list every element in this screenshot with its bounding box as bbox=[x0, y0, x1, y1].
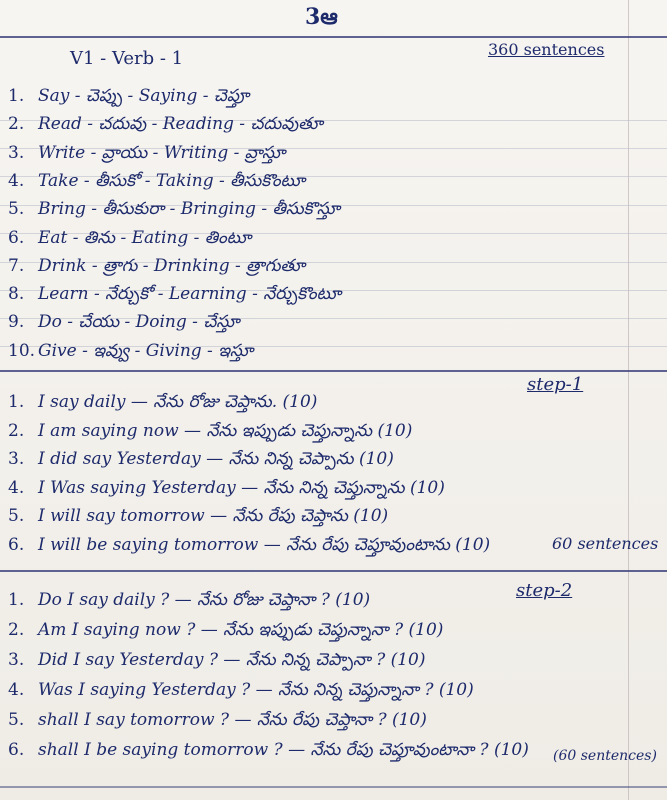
step-2-row bbox=[8, 710, 427, 734]
page-mark: 3ఆ bbox=[305, 4, 338, 30]
step-1-label: step-1 bbox=[527, 374, 584, 395]
step-2-row-text: shall I be saying tomorrow ? — నేను రేపు చెప్తూవుంటానా ? (10) bbox=[38, 740, 529, 760]
section-divider-1 bbox=[0, 370, 667, 372]
verb-row bbox=[8, 171, 305, 195]
verb-row-number: 8. bbox=[8, 284, 25, 305]
step-2-row-text: shall I say tomorrow ? — నేను రేపు చెప్తానా ? (10) bbox=[38, 710, 427, 730]
step-1-row-number: 1. bbox=[8, 392, 25, 412]
step-1-row bbox=[8, 506, 388, 530]
verb-row-number: 7. bbox=[8, 255, 25, 276]
step-2-row bbox=[8, 740, 529, 764]
bottom-rule bbox=[0, 786, 667, 788]
step-1-row bbox=[8, 478, 445, 502]
verb-row-text: Do - చేయు - Doing - చేస్తూ bbox=[38, 312, 240, 333]
verb-row-number: 10. bbox=[8, 340, 36, 361]
verb-row bbox=[8, 284, 341, 308]
step-1-row bbox=[8, 421, 412, 445]
verb-row bbox=[8, 199, 340, 223]
verb-row-text: Give - ఇవ్వు - Giving - ఇస్తూ bbox=[38, 340, 254, 361]
verb-row bbox=[8, 143, 285, 167]
step-1-row-text: I will be saying tomorrow — నేను రేపు చెప్తూవుంటాను (10) bbox=[38, 534, 491, 555]
verb-row-number: 6. bbox=[8, 227, 25, 248]
verb-row-text: Learn - నేర్చుకో - Learning - నేర్చుకొంటూ bbox=[38, 284, 342, 305]
step-1-row-text: I Was saying Yesterday — నేను నిన్న చెప్తున్నాను (10) bbox=[38, 477, 445, 498]
verb-row bbox=[8, 341, 253, 365]
section-title: V1 - Verb - 1 bbox=[70, 48, 184, 69]
step-2-row-number: 5. bbox=[8, 710, 25, 730]
step-2-row-number: 4. bbox=[8, 680, 25, 700]
verb-row-number: 4. bbox=[8, 170, 25, 191]
step-1-row-number: 3. bbox=[8, 449, 25, 469]
step-1-row-text: I am saying now — నేను ఇప్పుడు చెప్తున్నాను (10) bbox=[38, 420, 413, 441]
verb-row-text: Write - వ్రాయు - Writing - వ్రాస్తూ bbox=[38, 142, 286, 163]
step-1-row-text: I will say tomorrow — నేను రేపు చెప్తాను (10) bbox=[38, 506, 389, 526]
verb-row-text: Eat - తిను - Eating - తింటూ bbox=[38, 227, 252, 248]
top-rule bbox=[0, 36, 667, 38]
verb-row bbox=[8, 86, 249, 110]
step-1-row-text: I say daily — నేను రోజు చెప్తాను. (10) bbox=[38, 392, 318, 412]
sentence-count: 360 sentences bbox=[488, 40, 605, 59]
verb-row-number: 1. bbox=[8, 86, 25, 106]
verb-row bbox=[8, 312, 240, 336]
step-2-row-text: Was I saying Yesterday ? — నేను నిన్న చెప్తున్నానా ? (10) bbox=[38, 680, 474, 700]
step-1-row bbox=[8, 449, 394, 473]
step-2-row-number: 3. bbox=[8, 650, 25, 670]
step-2-note: (60 sentences) bbox=[553, 748, 657, 764]
step-2-row bbox=[8, 590, 370, 614]
verb-row-text: Drink - త్రాగు - Drinking - త్రాగుతూ bbox=[38, 255, 306, 276]
verb-row-number: 5. bbox=[8, 199, 25, 220]
step-1-row-number: 5. bbox=[8, 506, 25, 526]
step-1-row bbox=[8, 392, 317, 416]
section-divider-2 bbox=[0, 570, 667, 572]
verb-row-text: Read - చదువు - Reading - చదువుతూ bbox=[38, 114, 323, 135]
step-1-row-number: 6. bbox=[8, 534, 25, 555]
verb-row-text: Say - చెప్పు - Saying - చెప్తూ bbox=[38, 86, 250, 106]
step-1-row-number: 4. bbox=[8, 477, 25, 498]
step-2-row-number: 6. bbox=[8, 740, 25, 760]
verb-row-number: 2. bbox=[8, 114, 25, 135]
step-2-row-text: Did I say Yesterday ? — నేను నిన్న చెప్పానా ? (10) bbox=[38, 650, 426, 670]
step-1-row-text: I did say Yesterday — నేను నిన్న చెప్పాను (10) bbox=[38, 449, 394, 469]
step-1-row bbox=[8, 535, 490, 559]
step-2-row-number: 2. bbox=[8, 620, 25, 640]
verb-row bbox=[8, 256, 305, 280]
verb-row-text: Take - తీసుకో - Taking - తీసుకొంటూ bbox=[38, 170, 306, 191]
step-2-row bbox=[8, 680, 474, 704]
verb-row bbox=[8, 228, 251, 252]
verb-row-text: Bring - తీసుకురా - Bringing - తీసుకొస్తూ bbox=[38, 199, 341, 220]
step-2-row-text: Am I saying now ? — నేను ఇప్పుడు చెప్తున్నానా ? (10) bbox=[38, 620, 444, 640]
step-2-row bbox=[8, 620, 443, 644]
step-1-note: 60 sentences bbox=[552, 534, 659, 553]
step-2-row-text: Do I say daily ? — నేను రోజు చెప్తానా ? (10) bbox=[38, 590, 371, 610]
verb-row-number: 3. bbox=[8, 142, 25, 163]
step-2-row bbox=[8, 650, 425, 674]
step-2-row-number: 1. bbox=[8, 590, 25, 610]
step-1-row-number: 2. bbox=[8, 420, 25, 441]
verb-row-number: 9. bbox=[8, 312, 25, 333]
step-2-label: step-2 bbox=[516, 580, 573, 601]
verb-row bbox=[8, 114, 323, 138]
